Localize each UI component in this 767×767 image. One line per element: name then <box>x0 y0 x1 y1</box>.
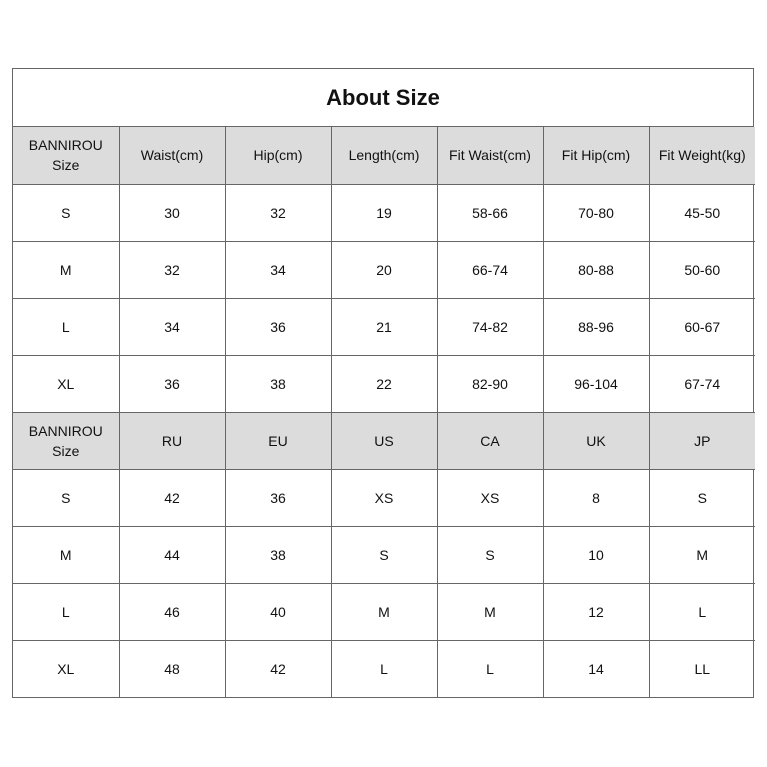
size-label-cell: XL <box>13 640 119 697</box>
table-cell: L <box>437 640 543 697</box>
table-cell: 32 <box>225 184 331 241</box>
table-row <box>13 298 755 355</box>
table-cell: 66-74 <box>437 241 543 298</box>
table-cell: XS <box>437 469 543 526</box>
header-cell: Length(cm) <box>331 127 437 184</box>
table-cell: 70-80 <box>543 184 649 241</box>
header-cell: Fit Weight(kg) <box>649 127 755 184</box>
table-row <box>13 640 755 697</box>
size-label-cell: XL <box>13 355 119 412</box>
table-cell: 50-60 <box>649 241 755 298</box>
table-cell: 22 <box>331 355 437 412</box>
table-cell: 48 <box>119 640 225 697</box>
size-chart <box>12 68 754 698</box>
table-row <box>13 583 755 640</box>
header-cell: UK <box>543 412 649 469</box>
table-cell: 8 <box>543 469 649 526</box>
header-cell <box>13 412 119 469</box>
header-cell: Waist(cm) <box>119 127 225 184</box>
table-cell: 19 <box>331 184 437 241</box>
table-cell: 82-90 <box>437 355 543 412</box>
size-label-cell: M <box>13 526 119 583</box>
table-cell: 36 <box>119 355 225 412</box>
size-label-cell: M <box>13 241 119 298</box>
header-cell: Hip(cm) <box>225 127 331 184</box>
table-row <box>13 526 755 583</box>
table-cell: 46 <box>119 583 225 640</box>
table-cell: 10 <box>543 526 649 583</box>
table-cell: 42 <box>119 469 225 526</box>
table-cell: 45-50 <box>649 184 755 241</box>
chart-title: About Size <box>13 69 753 127</box>
header-cell: Fit Hip(cm) <box>543 127 649 184</box>
size-label-cell: L <box>13 298 119 355</box>
header-cell: CA <box>437 412 543 469</box>
table-cell: 34 <box>225 241 331 298</box>
table-cell: 12 <box>543 583 649 640</box>
table-cell: 44 <box>119 526 225 583</box>
table-cell: L <box>649 583 755 640</box>
table-cell: 32 <box>119 241 225 298</box>
size-label-cell: L <box>13 583 119 640</box>
table-cell: 38 <box>225 526 331 583</box>
table-cell: 14 <box>543 640 649 697</box>
table-cell: 30 <box>119 184 225 241</box>
table-row <box>13 469 755 526</box>
table-cell: S <box>649 469 755 526</box>
header-cell: RU <box>119 412 225 469</box>
table-cell: 20 <box>331 241 437 298</box>
table-row <box>13 355 755 412</box>
table-cell: 21 <box>331 298 437 355</box>
table-row <box>13 184 755 241</box>
table-cell: S <box>331 526 437 583</box>
table-row <box>13 241 755 298</box>
table-cell: 34 <box>119 298 225 355</box>
table-cell: M <box>649 526 755 583</box>
table1-header-row <box>13 127 755 184</box>
header-cell: EU <box>225 412 331 469</box>
header-cell: Fit Waist(cm) <box>437 127 543 184</box>
table-cell: 96-104 <box>543 355 649 412</box>
table-cell: M <box>331 583 437 640</box>
header-cell: US <box>331 412 437 469</box>
table-cell: 67-74 <box>649 355 755 412</box>
table-cell: 40 <box>225 583 331 640</box>
table-cell: S <box>437 526 543 583</box>
table-cell: 88-96 <box>543 298 649 355</box>
table-cell: 58-66 <box>437 184 543 241</box>
size-label-cell: S <box>13 184 119 241</box>
header-cell-label: BANNIROU Size <box>28 137 103 174</box>
header-cell <box>13 127 119 184</box>
table-cell: 36 <box>225 469 331 526</box>
table-cell: 74-82 <box>437 298 543 355</box>
table-cell: L <box>331 640 437 697</box>
table-cell: LL <box>649 640 755 697</box>
table-cell: 80-88 <box>543 241 649 298</box>
table-cell: 36 <box>225 298 331 355</box>
table-cell: XS <box>331 469 437 526</box>
table-cell: 42 <box>225 640 331 697</box>
size-table <box>13 127 755 697</box>
table-cell: M <box>437 583 543 640</box>
size-label-cell: S <box>13 469 119 526</box>
table-cell: 38 <box>225 355 331 412</box>
header-cell: JP <box>649 412 755 469</box>
table2-header-row <box>13 412 755 469</box>
header-cell-label: BANNIROU Size <box>28 422 103 459</box>
table-cell: 60-67 <box>649 298 755 355</box>
